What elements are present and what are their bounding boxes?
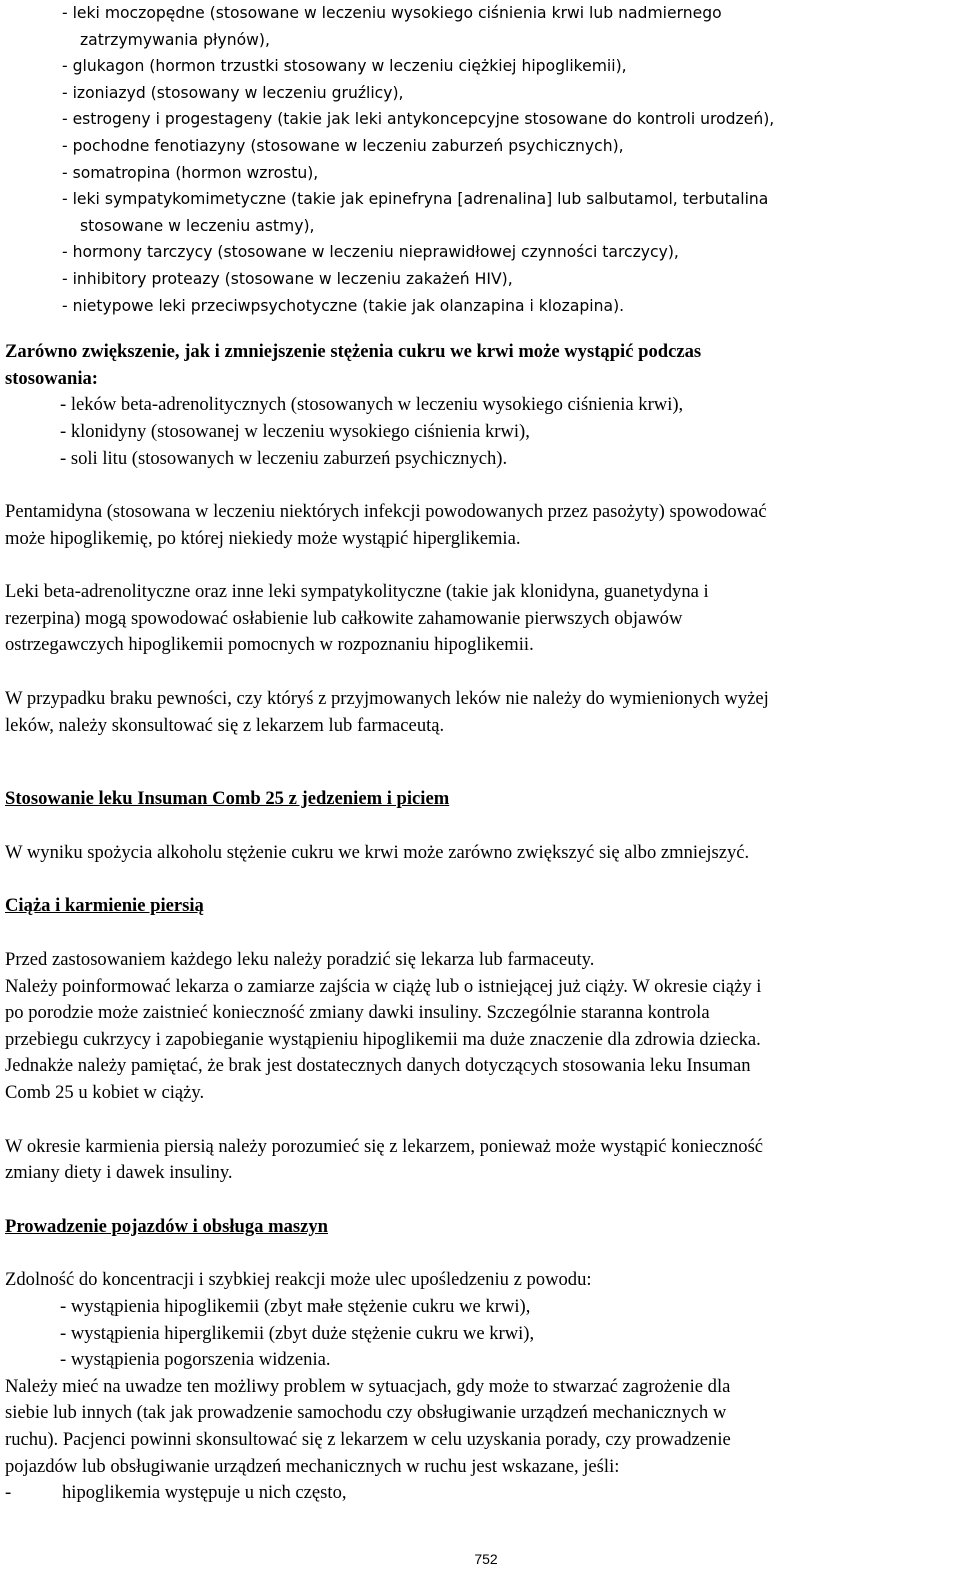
list-dash: -	[5, 1482, 12, 1504]
paragraph-pentamidyna	[5, 499, 955, 552]
paragraph-beta-blockers	[5, 579, 955, 659]
paragraph-line: Pentamidyna (stosowana w leczeniu niektórych infekcji powodowanych przez pasożyty) spowodować	[5, 501, 767, 523]
paragraph-line: rezerpina) mogą spowodować osłabienie lub całkowite zahamowanie pierwszych objawów	[5, 607, 683, 629]
list-item: - leków beta-adrenolitycznych (stosowanych w leczeniu wysokiego ciśnienia krwi),	[60, 394, 684, 416]
list-item	[5, 1480, 955, 1507]
paragraph-line: leków, należy skonsultować się z lekarzem lub farmaceutą.	[5, 714, 445, 736]
list-item: - pochodne fenotiazyny (stosowane w leczeniu zaburzeń psychicznych),	[62, 136, 624, 155]
paragraph-line: pojazdów lub obsługiwanie urządzeń mechanicznych w ruchu jest wskazane, jeśli:	[5, 1455, 620, 1477]
paragraph-line: może hipoglikemię, po której niekiedy może wystąpić hiperglikemia.	[5, 527, 521, 549]
paragraph-line: W okresie karmienia piersią należy porozumieć się z lekarzem, ponieważ może wystąpić konieczność	[5, 1135, 764, 1157]
list-item: - nietypowe leki przeciwpsychotyczne (takie jak olanzapina i klozapina).	[62, 296, 625, 315]
paragraph-line: siebie lub innych (tak jak prowadzenie samochodu czy obsługiwanie urządzeń mechanicznych w	[5, 1402, 727, 1424]
list-item-text: hipoglikemia występuje u nich często,	[62, 1482, 347, 1504]
paragraph-doubt	[5, 686, 955, 739]
list-item: - wystąpienia pogorszenia widzenia.	[60, 1349, 331, 1371]
section-heading: Prowadzenie pojazdów i obsługa maszyn	[5, 1215, 328, 1237]
paragraph-line: ruchu). Pacjenci powinni skonsultować się z lekarzem w celu uzyskania porady, czy prowadzenie	[5, 1428, 731, 1450]
driving-risk-list	[5, 1294, 955, 1374]
section-heading: Stosowanie leku Insuman Comb 25 z jedzeniem i piciem	[5, 788, 450, 810]
list-item: - wystąpienia hiperglikemii (zbyt duże stężenie cukru we krwi),	[60, 1322, 535, 1344]
paragraph-line: przebiegu cukrzycy i zapobieganie wystąpieniu hipoglikemii ma duże znaczenie dla zdrowia dziecka.	[5, 1028, 761, 1050]
list-item: - izoniazyd (stosowany w leczeniu gruźlicy),	[62, 83, 404, 102]
paragraph-line: Jednakże należy pamiętać, że brak jest dostatecznych danych dotyczących stosowania leku Insuman	[5, 1055, 751, 1077]
list-item: - hormony tarczycy (stosowane w leczeniu nieprawidłowej czynności tarczycy),	[62, 243, 679, 262]
section-heading: Zarówno zwiększenie, jak i zmniejszenie stężenia cukru we krwi może wystąpić podczas	[5, 341, 702, 363]
list-item: - glukagon (hormon trzustki stosowany w leczeniu ciężkiej hipoglikemii),	[62, 57, 627, 76]
list-item: - leki sympatykomimetyczne (takie jak epinefryna [adrenalina] lub salbutamol, terbutalina	[62, 190, 769, 209]
drug-list-increase	[5, 0, 955, 319]
paragraph-line: Przed zastosowaniem każdego leku należy poradzić się lekarza lub farmaceuty.	[5, 949, 595, 971]
list-item: - estrogeny i progestageny (takie jak leki antykoncepcyjne stosowane do kontroli urodzeń),	[62, 110, 775, 129]
section-food-drink	[5, 786, 955, 866]
paragraph-line: Należy mieć na uwadze ten możliwy problem w sytuacjach, gdy może to stwarzać zagrożenie dla	[5, 1375, 731, 1397]
section-heading: Ciąża i karmienie piersią	[5, 895, 204, 917]
paragraph-line: zmiany diety i dawek insuliny.	[5, 1162, 233, 1184]
paragraph-line: Leki beta-adrenolityczne oraz inne leki sympatykolityczne (takie jak klonidyna, guanetydyna i	[5, 581, 709, 603]
list-item: - leki moczopędne (stosowane w leczeniu wysokiego ciśnienia krwi lub nadmiernego	[62, 4, 722, 22]
paragraph-line: Zdolność do koncentracji i szybkiej reakcji może ulec upośledzeniu z powodu:	[5, 1269, 592, 1291]
section-heading-continuation: stosowania:	[5, 367, 98, 389]
list-item: - wystąpienia hipoglikemii (zbyt małe stężenie cukru we krwi),	[60, 1295, 531, 1317]
page-number: 752	[474, 1551, 498, 1567]
paragraph-line: W wyniku spożycia alkoholu stężenie cukru we krwi może zarówno zwiększyć się albo zmniejszyć.	[5, 841, 750, 863]
list-item: - somatropina (hormon wzrostu),	[62, 163, 319, 182]
list-item-continuation: stosowane w leczeniu astmy),	[80, 216, 315, 235]
paragraph-line: ostrzegawczych hipoglikemii pomocnych w rozpoznaniu hipoglikemii.	[5, 634, 534, 656]
both-effects-section	[5, 339, 955, 472]
drug-list-both	[5, 392, 955, 472]
paragraph-line: W przypadku braku pewności, czy któryś z przyjmowanych leków nie należy do wymienionych wyżej	[5, 688, 769, 710]
document-page	[5, 0, 955, 1507]
list-item: - klonidyny (stosowanej w leczeniu wysokiego ciśnienia krwi),	[60, 420, 530, 442]
list-item: - soli litu (stosowanych w leczeniu zaburzeń psychicznych).	[60, 447, 508, 469]
list-item: - inhibitory proteazy (stosowane w leczeniu zakażeń HIV),	[62, 269, 513, 288]
paragraph-line: Comb 25 u kobiet w ciąży.	[5, 1082, 205, 1103]
section-driving	[5, 1214, 955, 1507]
section-pregnancy	[5, 893, 955, 1186]
paragraph-line: Należy poinformować lekarza o zamiarze zajścia w ciążę lub o istniejącej już ciąży. W okresie ciąży i	[5, 975, 762, 997]
paragraph-line: po porodzie może zaistnieć konieczność zmiany dawki insuliny. Szczególnie staranna kontrola	[5, 1002, 710, 1024]
list-item-continuation: zatrzymywania płynów),	[80, 30, 270, 49]
